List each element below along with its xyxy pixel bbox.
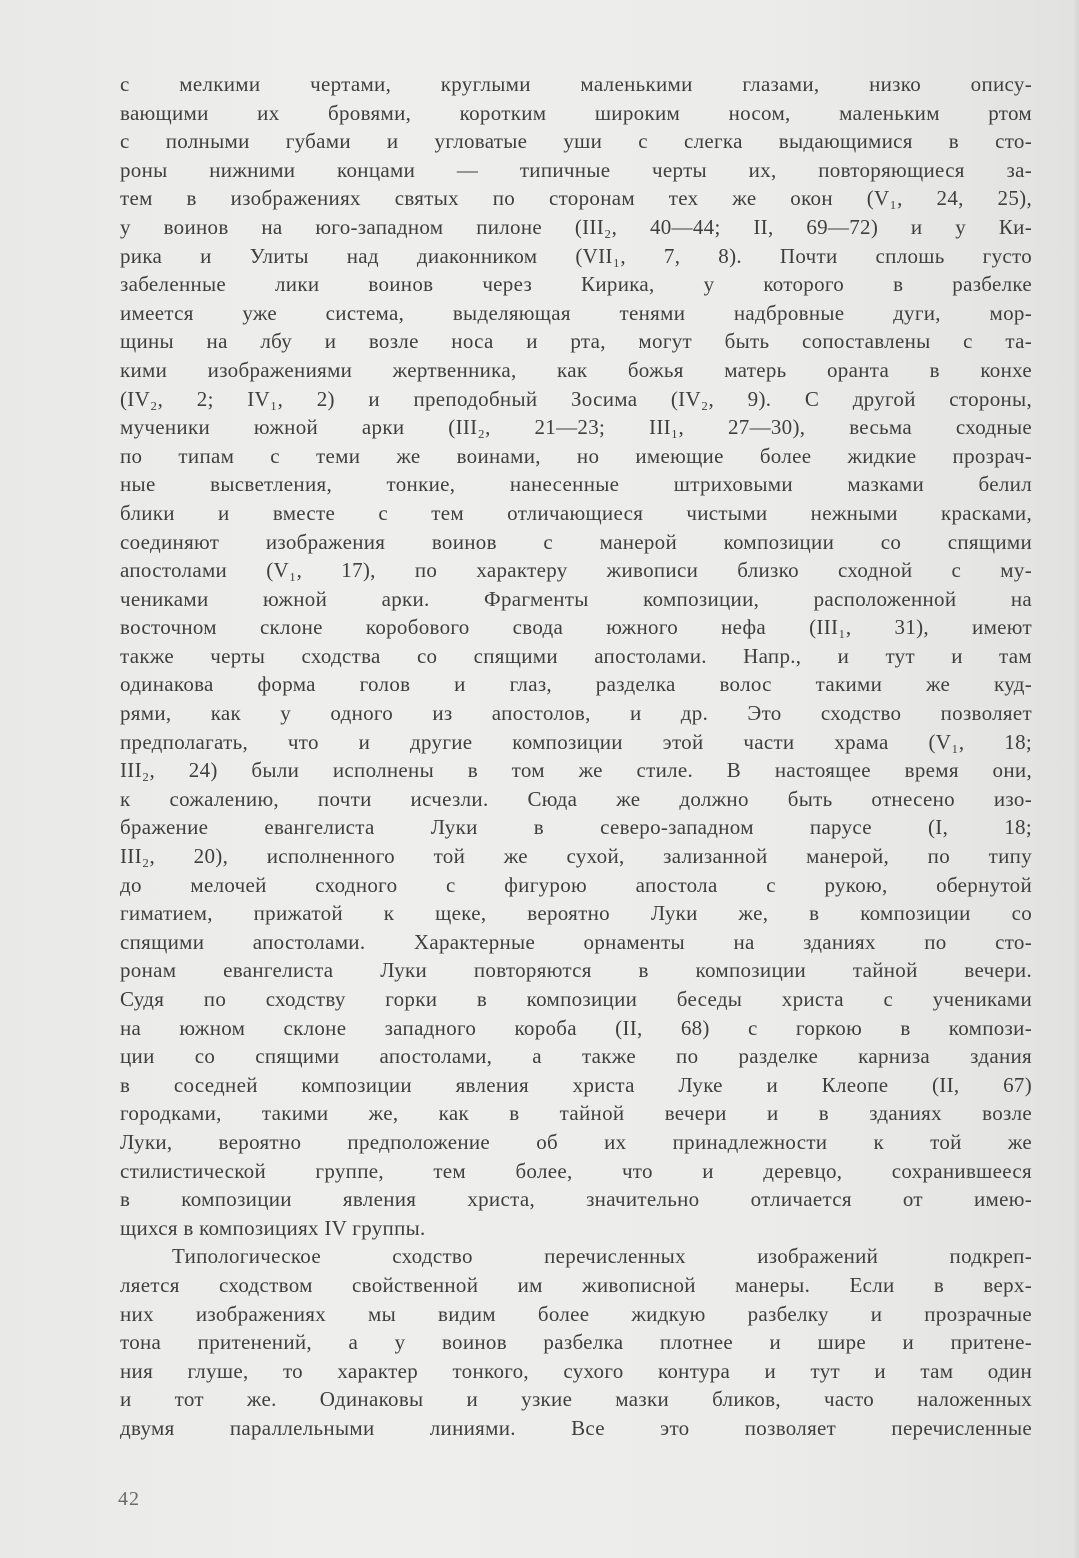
body-text [120, 70, 1032, 1443]
text-line: ляется сходством свойственной им живописной манеры. Если в верх- [120, 1272, 1032, 1297]
text-line: на южном склоне западного короба (II, 68) с горкою в компози- [120, 1015, 1032, 1040]
text-line: с полными губами и угловатые уши с слегка выдающимися в сто- [120, 129, 1032, 154]
page-number: 42 [118, 1488, 140, 1510]
text-line: спящими апостолами. Характерные орнаменты на зданиях по сто- [120, 929, 1032, 954]
text-line: III₂, 24) были исполнены в том же стиле. В настоящее время они, [120, 758, 1032, 783]
text-line: у воинов на юго-западном пилоне (III₂, 40—44; II, 69—72) и у Ки- [120, 214, 1032, 239]
text-line: и тот же. Одинаковы и узкие мазки бликов, часто наложенных [120, 1387, 1032, 1412]
text-line: апостолами (V₁, 17), по характеру живописи близко сходной с му- [120, 558, 1032, 583]
text-line: до мелочей сходного с фигурою апостола с рукою, обернутой [120, 872, 1032, 897]
text-line: них изображениях мы видим более жидкую разбелку и прозрачные [120, 1301, 1032, 1326]
text-line: рями, как у одного из апостолов, и др. Это сходство позволяет [120, 701, 1032, 726]
text-line: с мелкими чертами, круглыми маленькими глазами, низко опису- [120, 72, 1032, 96]
text-line: ции со спящими апостолами, а также по разделке карниза здания [120, 1044, 1032, 1069]
paragraph-1 [120, 70, 1032, 1242]
text-line: восточном склоне коробового свода южного нефа (III₁, 31), имеют [120, 615, 1032, 640]
text-line: III₂, 20), исполненного той же сухой, зализанной манерой, по типу [120, 844, 1032, 869]
text-line: рика и Улиты над диаконником (VII₁, 7, 8). Почти сплошь густо [120, 243, 1032, 268]
text-line: Луки, вероятно предположение об их принадлежности к той же [120, 1129, 1032, 1154]
text-line: тона притенений, а у воинов разбелка плотнее и шире и притене- [120, 1330, 1032, 1355]
text-line: блики и вместе с тем отличающиеся чистыми нежными красками, [120, 500, 1032, 525]
text-line: ронам евангелиста Луки повторяются в композиции тайной вечери. [120, 958, 1032, 983]
text-line: стилистической группе, тем более, что и деревцо, сохранившееся [120, 1158, 1032, 1183]
text-line: ния глуше, то характер тонкого, сухого контура и тут и там один [120, 1358, 1032, 1383]
text-line: щины на лбу и возле носа и рта, могут быть сопоставлены с та- [120, 329, 1032, 354]
text-line: имеется уже система, выделяющая тенями надбровные дуги, мор- [120, 300, 1032, 325]
paragraph-2 [120, 1242, 1032, 1442]
text-line: Типологическое сходство перечисленных изображений подкреп- [172, 1244, 1032, 1269]
text-line: тем в изображениях святых по сторонам тех же окон (V₁, 24, 25), [120, 186, 1032, 211]
text-line: Судя по сходству горки в композиции беседы христа с учениками [120, 987, 1032, 1011]
text-line: забеленные лики воинов через Кирика, у которого в разбелке [120, 272, 1032, 297]
text-line: одинакова форма голов и глаз, разделка волос такими же куд- [120, 672, 1032, 697]
text-line: щихся в композициях IV группы. [120, 1215, 426, 1240]
text-line: мученики южной арки (III₂, 21—23; III₁, 27—30), весьма сходные [120, 415, 1032, 440]
text-line: ные высветления, тонкие, нанесенные штриховыми мазками белил [120, 472, 1032, 497]
text-line: двумя параллельными линиями. Все это позволяет перечисленные [120, 1415, 1032, 1440]
text-line: бражение евангелиста Луки в северо-западном парусе (I, 18; [120, 815, 1032, 840]
text-line: вающими их бровями, коротким широким носом, маленьким ртом [120, 100, 1032, 125]
text-line: в соседней композиции явления христа Луке и Клеопе (II, 67) [120, 1072, 1032, 1097]
text-line: по типам с теми же воинами, но имеющие более жидкие прозрач- [120, 443, 1032, 468]
page-edge-shadow [1073, 0, 1079, 1558]
text-line: в композиции явления христа, значительно отличается от имею- [120, 1187, 1032, 1212]
text-line: чениками южной арки. Фрагменты композиции, расположенной на [120, 586, 1032, 611]
text-line: предполагать, что и другие композиции этой части храма (V₁, 18; [120, 729, 1032, 754]
text-line: городками, такими же, как в тайной вечери и в зданиях возле [120, 1101, 1032, 1126]
text-line: также черты сходства со спящими апостолами. Напр., и тут и там [120, 643, 1032, 668]
text-line: (IV₂, 2; IV₁, 2) и преподобный Зосима (IV₂, 9). С другой стороны, [120, 386, 1032, 411]
text-line: роны нижними концами — типичные черты их, повторяющиеся за- [120, 157, 1032, 182]
text-line: к сожалению, почти исчезли. Сюда же должно быть отнесено изо- [120, 786, 1032, 811]
text-line: кими изображениями жертвенника, как божья матерь оранта в конхе [120, 357, 1032, 382]
text-line: соединяют изображения воинов с манерой композиции со спящими [120, 529, 1032, 554]
text-line: гиматием, прижатой к щеке, вероятно Луки же, в композиции со [120, 901, 1032, 926]
